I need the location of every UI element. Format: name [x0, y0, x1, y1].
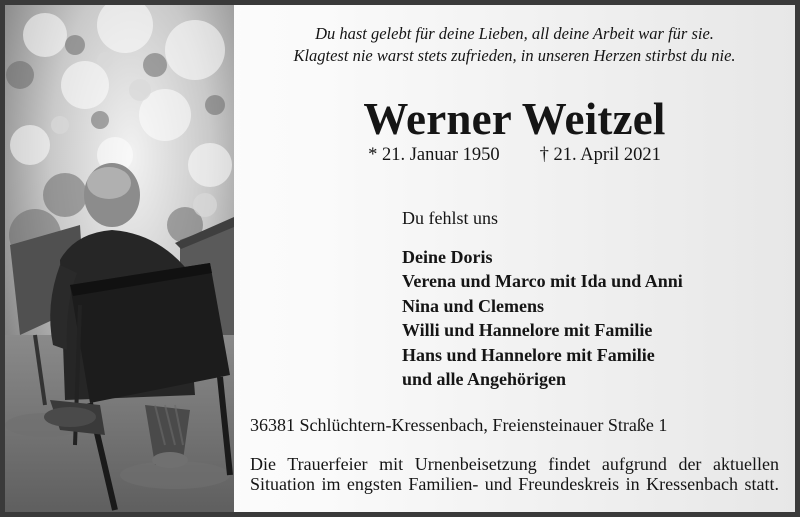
missed-text: Du fehlst uns: [402, 208, 498, 228]
verse: [234, 23, 795, 67]
funeral-info: [250, 454, 779, 494]
verse-line-1: Du hast gelebt für deine Lieben, all deine Arbeit war für sie.: [315, 24, 714, 43]
photo-image: [5, 5, 234, 512]
mourner-line: Nina und Clemens: [402, 295, 545, 316]
mourners-list: [402, 245, 683, 391]
mourner-line: Willi und Hannelore mit Familie: [402, 320, 653, 341]
mourner-line: Hans und Hannelore mit Familie: [402, 344, 655, 365]
birth-date: * 21. Januar 1950: [368, 145, 500, 165]
deceased-name: Werner Weitzel: [363, 94, 666, 144]
mourner-line: Verena und Marco mit Ida und Anni: [402, 271, 683, 292]
funeral-line-2: Situation im engsten Familien- und Freundeskreis in Kressenbach statt.: [250, 474, 779, 494]
address: 36381 Schlüchtern-Kressenbach, Freiensteinauer Straße 1: [250, 415, 668, 435]
verse-line-2: Klagtest nie warst stets zufrieden, in unseren Herzen stirbst du nie.: [293, 46, 736, 65]
obituary-notice: [5, 5, 795, 512]
notice-text: [234, 5, 795, 512]
death-date: † 21. April 2021: [539, 145, 661, 165]
mourner-line: Deine Doris: [402, 247, 493, 267]
life-dates: [234, 145, 795, 166]
funeral-line-1: Die Trauerfeier mit Urnenbeisetzung findet aufgrund der aktuellen: [250, 454, 779, 474]
mourner-line: und alle Angehörigen: [402, 369, 567, 390]
garden-photo: [5, 5, 234, 512]
